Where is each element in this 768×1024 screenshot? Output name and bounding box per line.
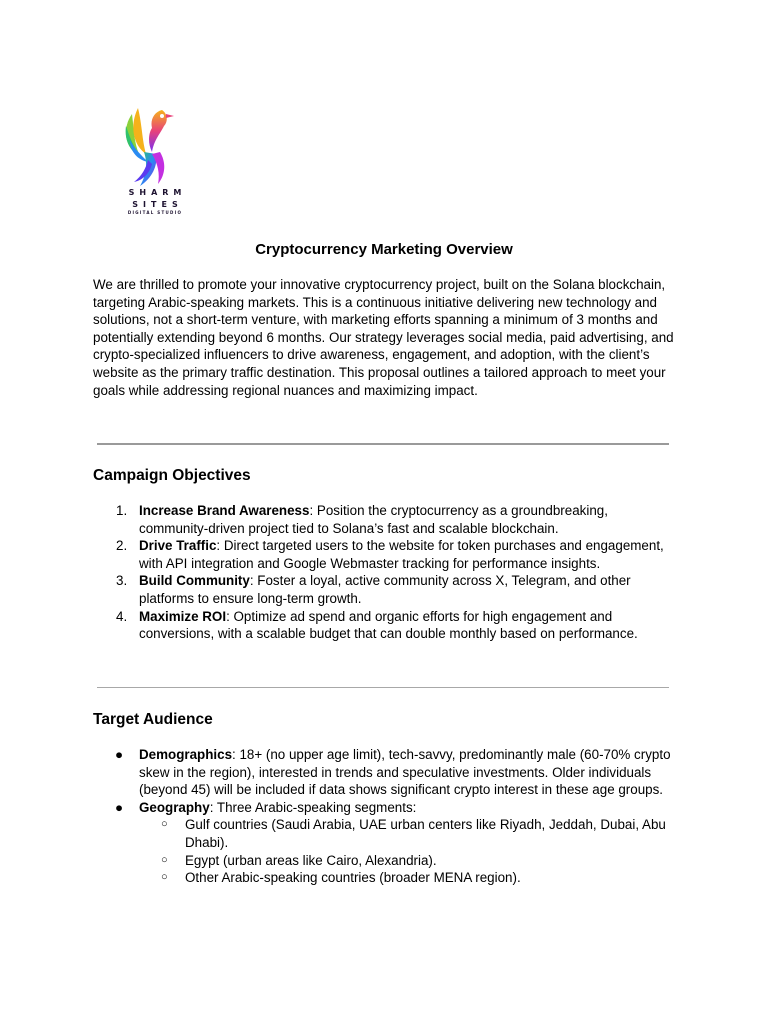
- list-number: 1.: [116, 503, 128, 518]
- geography-sub-text: Egypt (urban areas like Cairo, Alexandria).: [185, 852, 437, 868]
- objective-text: : Optimize ad spend and organic efforts for high engagement and conversions, with a scalable budget that can double monthly based on performance.: [139, 608, 638, 642]
- geography-sub-item: [161, 869, 679, 887]
- objective-label: Maximize ROI: [139, 608, 227, 624]
- logo-wordmark-line2: SITES: [132, 200, 183, 209]
- audience-item: [115, 799, 679, 887]
- geography-sub-text: Gulf countries (Saudi Arabia, UAE urban centers like Riyadh, Jeddah, Dubai, Abu Dhabi).: [185, 817, 666, 850]
- geography-sub-list: [139, 816, 679, 886]
- audience-text: : 18+ (no upper age limit), tech-savvy, predominantly male (60-70% crypto skew in the region), interested in trends and speculative investments. Older individuals (beyond 45) will be included if data shows significant crypto interest in these age groups.: [139, 747, 671, 798]
- objective-text: : Direct targeted users to the website for token purchases and engagement, with API integration and Google Webmaster tracking for performance insights.: [139, 538, 664, 571]
- geography-sub-item: [161, 816, 679, 851]
- sharm-sites-logo: [118, 104, 192, 218]
- list-number: 2.: [116, 538, 128, 554]
- objective-label: Drive Traffic: [139, 538, 217, 554]
- objective-label: Increase Brand Awareness: [139, 503, 310, 518]
- hollow-bullet-icon: ○: [161, 818, 168, 831]
- objective-label: Build Community: [139, 573, 250, 589]
- bullet-icon: ●: [115, 747, 124, 762]
- objective-item: [116, 608, 679, 643]
- objectives-list: [116, 502, 679, 643]
- section-divider: [97, 687, 669, 688]
- list-number: 4.: [116, 608, 128, 624]
- phoenix-icon: [118, 104, 192, 188]
- bullet-icon: ●: [115, 799, 124, 815]
- section-divider: [97, 443, 669, 445]
- objective-item: [116, 572, 679, 607]
- campaign-objectives-heading: Campaign Objectives: [93, 467, 251, 484]
- objective-item: [116, 537, 679, 572]
- objective-text: : Position the cryptocurrency as a groundbreaking, community-driven project tied to Solana’s fast and scalable blockchain.: [139, 503, 608, 536]
- target-audience-heading: Target Audience: [93, 711, 213, 728]
- geography-sub-item: [161, 852, 679, 870]
- geography-sub-text: Other Arabic-speaking countries (broader MENA region).: [185, 870, 521, 886]
- document-title: Cryptocurrency Marketing Overview: [255, 241, 513, 258]
- audience-item: [115, 746, 679, 799]
- objective-text: : Foster a loyal, active community across X, Telegram, and other platforms to ensure long-term growth.: [139, 573, 631, 606]
- logo-tagline: DIGITAL STUDIO: [127, 210, 183, 215]
- list-number: 3.: [116, 573, 128, 589]
- audience-text: : Three Arabic-speaking segments:: [209, 799, 417, 815]
- intro-paragraph: We are thrilled to promote your innovative cryptocurrency project, built on the Solana blockchain, targeting Arabic-speaking markets. This is a continuous initiative delivering new technology and solutions, not a short-term venture, with marketing efforts spanning a minimum of 3 months and potentially extending beyond 6 months. Our strategy leverages social media, paid advertising, and crypto-specialized influencers to drive awareness, engagement, and adoption, with the client’s website as the primary traffic destination. This proposal outlines a tailored approach to meet your goals while addressing regional nuances and maximizing impact.: [93, 277, 674, 398]
- audience-list: [115, 746, 679, 887]
- objective-item: [116, 502, 679, 537]
- hollow-bullet-icon: ○: [161, 871, 168, 884]
- logo-wordmark-line1: SHARM: [128, 188, 187, 197]
- hollow-bullet-icon: ○: [161, 853, 168, 866]
- audience-label: Geography: [139, 799, 210, 815]
- audience-label: Demographics: [139, 747, 233, 762]
